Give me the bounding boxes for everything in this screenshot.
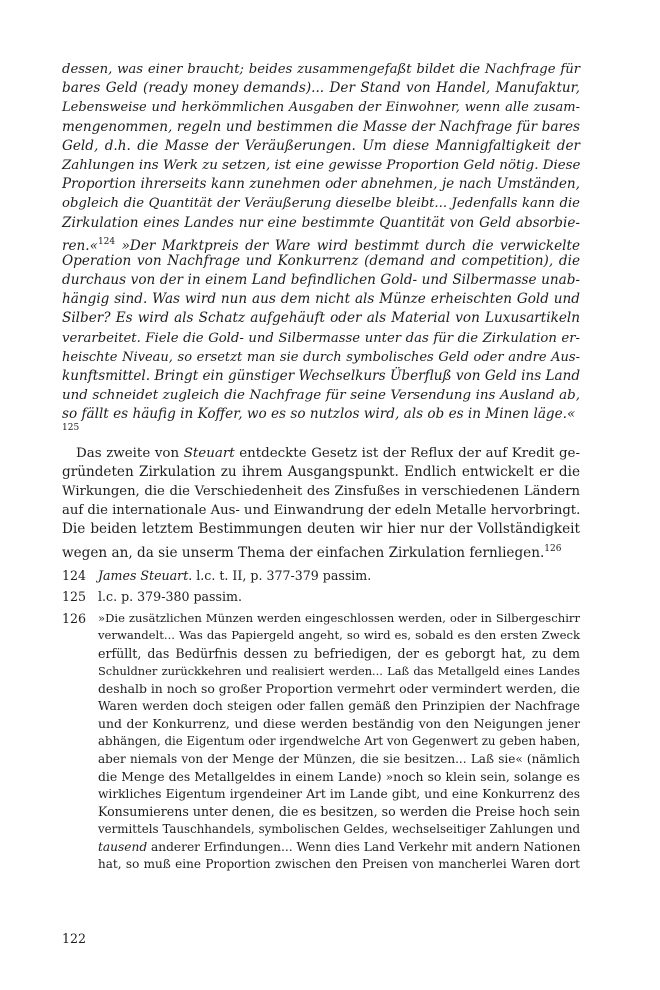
- footnote-line: hat, so muß eine Proportion zwischen den Preisen von mancherlei Waren dort: [98, 857, 580, 872]
- footnote-line: »Die zusätzlichen Münzen werden eingeschlossen werden, oder in Silbergeschirr: [98, 610, 580, 625]
- footnote-line: Waren werden doch steigen oder fallen gemäß den Prinzipien der Nachfrage: [98, 698, 580, 713]
- author-name: Steuart: [183, 445, 235, 461]
- footnote-line: die Menge des Metallgeldes in einem Lande) »noch so klein sein, solange es: [98, 769, 580, 785]
- footnote-126: [62, 610, 580, 874]
- paragraph-line: [62, 540, 580, 559]
- footnote-line: [98, 567, 580, 585]
- quote-line: Operation von Nachfrage und Konkurrenz (demand and competition), die: [62, 252, 580, 269]
- quote-line: mengenommen, regeln und bestimmen die Masse der Nachfrage für bares: [62, 118, 580, 135]
- quote-line: Geld, d.h. die Masse der Veräußerungen. Um diese Mannigfaltigkeit der: [62, 137, 580, 154]
- quote-line: bares Geld (ready money demands)... Der Stand von Handel, Manufaktur,: [62, 80, 580, 97]
- footnote-number: 124: [62, 567, 87, 583]
- quote-text: ren.«: [62, 237, 98, 254]
- paragraph-line: Wirkungen, die die Verschiedenheit des Zinsfußes in verschiedenen Ländern: [62, 483, 580, 499]
- footnote-ref-126[interactable]: 126: [544, 543, 562, 554]
- footnote-number: 125: [62, 589, 87, 605]
- footnote-line: erfüllt, das Bedürfnis dessen zu befriedigen, der es geborgt hat, zu dem: [98, 646, 580, 662]
- quote-line: Lebensweise und herkömmlichen Ausgaben der Einwohner, wenn alle zusam-: [62, 100, 580, 116]
- footnote-124: [62, 567, 580, 585]
- footnote-line: wirkliches Eigentum irgendeiner Art im Lande gibt, und eine Konkurrenz des: [98, 786, 580, 801]
- footnote-number: 126: [62, 610, 87, 626]
- quote-line: heischte Niveau, so ersetzt man sie durch symbolisches Geld oder andre Aus-: [62, 349, 580, 365]
- quote-text: »Der Marktpreis der Ware wird bestimmt durch die verwickelte: [115, 237, 580, 254]
- paragraph-text: wegen an, da sie unserm Thema der einfachen Zirkulation fernliegen.: [62, 544, 545, 561]
- quote-line: kunftsmittel. Bringt ein günstiger Wechselkurs Überfluß von Geld ins Land: [62, 368, 581, 384]
- page-number: 122: [62, 931, 87, 946]
- quote-line: so fällt es häufig in Koffer, wo es so nutzlos wird, als ob es in Minen läge.«: [62, 406, 576, 423]
- footnote-ref-125[interactable]: 125: [62, 422, 80, 433]
- footnote-line: und der Konkurrenz, und diese werden beständig von den Neigungen jener: [98, 716, 580, 732]
- quote-line: dessen, was einer braucht; beides zusammengefaßt bildet die Nachfrage für: [62, 62, 580, 77]
- quote-line: Proportion ihrerseits kann zunehmen oder abnehmen, je nach Umständen,: [62, 176, 580, 193]
- footnote-line: verwandelt... Was das Papiergeld angeht, so wird es, sobald es den ersten Zweck: [98, 628, 580, 643]
- quote-line: und schneidet zugleich die Nachfrage für seine Versendung ins Ausland ab,: [62, 388, 580, 404]
- footnote-line: [98, 839, 580, 857]
- footnote-line: aber niemals von der Menge der Münzen, die sie besitzen... Laß sie« (nämlich: [98, 751, 580, 766]
- paragraph-line: auf die internationale Aus- und Einwandrung der edeln Metalle hervorbringt.: [62, 503, 581, 519]
- paragraph-line: Die beiden letztem Bestimmungen deuten wir hier nur der Vollständigkeit: [62, 521, 580, 538]
- paragraph-text: entdeckte Gesetz ist der Reflux der auf Kredit ge-: [234, 445, 580, 461]
- footnote-line: Konsumierens unter denen, die es besitzen, so werden die Preise hoch sein: [98, 804, 580, 820]
- paragraph-line: gründeten Zirkulation zu ihrem Ausgangspunkt. Endlich entwickelt er die: [62, 463, 580, 480]
- footnote-line: vermittels Tauschhandels, symbolischen Geldes, wechselseitiger Zahlungen und: [98, 822, 580, 836]
- quote-line: durchaus von der in einem Land befindlichen Gold- und Silbermasse unab-: [62, 272, 580, 289]
- footnote-line: abhängen, die Eigentum oder irgendwelche Art von Gegenwert zu geben haben,: [98, 734, 581, 749]
- main-paragraph: [62, 444, 580, 559]
- footnote-ref-124[interactable]: 124: [97, 236, 116, 247]
- footnote-text: anderer Erfindungen... Wenn dies Land Verkehr mit andern Nationen: [147, 839, 581, 854]
- paragraph-line: [62, 444, 580, 463]
- quote-line: obgleich die Quantität der Veräußerung dieselbe bleibt... Jedenfalls kann die: [62, 196, 580, 212]
- page-body: [62, 60, 580, 878]
- quote-line: [62, 233, 580, 252]
- quote-line: Zirkulation eines Landes nur eine bestimmte Quantität von Geld absorbie-: [62, 214, 580, 231]
- footnote-line: Schuldner zurückkehren und realisiert werden... Laß das Metallgeld eines Landes: [98, 663, 580, 678]
- footnotes: [62, 567, 580, 874]
- footnote-125: [62, 588, 580, 606]
- block-quote: [62, 60, 580, 435]
- quote-line: Zahlungen ins Werk zu setzen, ist eine gewisse Proportion Geld nötig. Diese: [62, 157, 581, 173]
- paragraph-text: Das zweite von: [76, 445, 184, 461]
- quote-line: verarbeitet. Fiele die Gold- und Silbermasse unter das für die Zirkulation er-: [62, 330, 580, 346]
- footnote-text: . l.c. t. II, p. 377-379 passim.: [188, 567, 372, 583]
- quote-line: Silber? Es wird als Schatz aufgehäuft oder als Material von Luxusartikeln: [62, 310, 580, 327]
- emphasis: tausend: [98, 839, 148, 854]
- footnote-line: deshalb in noch so großer Proportion vermehrt oder vermindert werden, die: [98, 681, 580, 697]
- author-name: James Steuart: [98, 567, 189, 583]
- footnote-line: l.c. p. 379-380 passim.: [98, 589, 242, 605]
- quote-line: hängig sind. Was wird nun aus dem nicht als Münze erheischten Gold und: [62, 291, 580, 308]
